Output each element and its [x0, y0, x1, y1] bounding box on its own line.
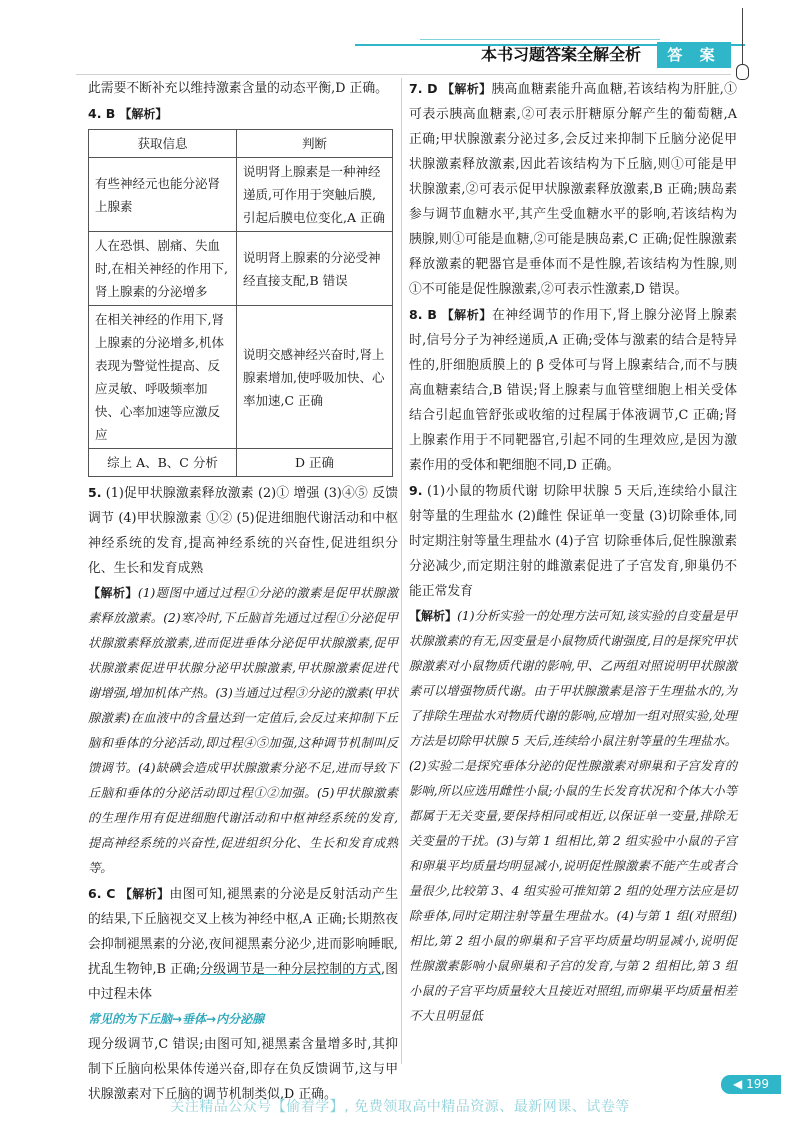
header-answer-tab: 答 案 [657, 42, 731, 68]
q6-underlined-text: 分级调节是一种分层控制的方式 [200, 962, 382, 977]
table-cell: 有些神经元也能分泌肾上腺素 [89, 158, 237, 232]
table-header-row [89, 130, 393, 158]
q7-number: 7. D [409, 81, 438, 96]
q4-analysis-tag: 【解析】 [119, 107, 168, 121]
column-divider [401, 78, 402, 1064]
q5-answer [88, 480, 398, 581]
q5-explanation-text: (1)题图中通过过程①分泌的激素是促甲状腺激素释放激素。(2)寒冷时,下丘脑首先通过过程①分泌促甲状腺激素释放激素,进而促进垂体分泌促甲状腺激素,促甲状腺激素促进甲状腺分泌甲状腺激素,甲状腺激素促进代谢增强,增加机体产热。(3)当通过过程③分泌的激素(甲状腺激素)在血液中的含量达到一定值后,会反过来抑制下丘脑和垂体的分泌活动,即过程④⑤加强,这种调节机制叫反馈调节。(4)缺碘会造成甲状腺激素分泌不足,进而导致下丘脑和垂体的分泌活动即过程①②加强。(5)甲状腺激素的生理作用有促进细胞代谢活动和中枢神经系统的发育,提高神经系统的兴奋性,促进组织分化、生长和发育成熟等。 [88, 586, 398, 875]
table-cell: 综上 A、B、C 分析 [89, 449, 237, 477]
q5-answer-text: (1)促甲状腺激素释放激素 (2)① 增强 (3)④⑤ 反馈调节 (4)甲状腺激素 ①② (5)促进细胞代谢活动和中枢神经系统的发育,提高神经系统的兴奋性,促进组织分化、生长和发育成熟 [88, 486, 398, 576]
table-cell: D 正确 [237, 449, 393, 477]
q3-tail-text: 此需要不断补充以维持激素含量的动态平衡,D 正确。 [88, 81, 388, 96]
table-cell: 说明交感神经兴奋时,肾上腺素增加,使呼吸加快、心率加速,C 正确 [237, 306, 393, 449]
header-rule [76, 74, 731, 75]
table-cell: 人在恐惧、剧痛、失血时,在相关神经的作用下,肾上腺素的分泌增多 [89, 232, 237, 306]
q9-number: 9. [409, 483, 423, 498]
q6-analysis-tag: 【解析】 [119, 887, 170, 901]
footer-promo-text: 关注精品公众号【偷着学】, 免费领取高中精品资源、最新网课、试卷等 [170, 1099, 630, 1115]
q8-analysis-tag: 【解析】 [441, 308, 492, 322]
table-row [89, 158, 393, 232]
q7-paragraph [409, 76, 737, 302]
q8-text: 在神经调节的作用下,肾上腺分泌肾上腺素时,信号分子为神经递质,A 正确;受体与激素的结合是特异性的,肝细胞质膜上的 β 受体可与肾上腺素结合,而不与胰高血糖素结合,B 错误;肾上腺素与血管壁细胞上相关受体结合引起血管舒张或收缩的过程属于体液调节,C 正确;肾上腺素作用于不同靶器官,引起不同的生理效应,是因为激素作用的受体和靶细胞不同,D 正确。 [409, 308, 737, 473]
q6-text-b: ,图中过程未体 [88, 962, 399, 1002]
q5-explanation [88, 581, 398, 881]
table-row [89, 306, 393, 449]
q8-paragraph [409, 302, 737, 478]
q6-number: 6. C [88, 886, 116, 901]
right-column [409, 76, 737, 1029]
page-number: ◀ 199 [721, 1075, 781, 1094]
table-row [89, 232, 393, 306]
table-cell: 说明肾上腺素是一种神经递质,可作用于突触后膜,引起后膜电位变化,A 正确 [237, 158, 393, 232]
q5-number: 5. [88, 485, 102, 500]
q9-explanation-text: (1)分析实验一的处理方法可知,该实验的自变量是甲状腺激素的有无,因变量是小鼠物质代谢强度,目的是探究甲状腺激素对小鼠物质代谢的影响,甲、乙两组对照说明甲状腺激素可以增强物质代谢。由于甲状腺激素是溶于生理盐水的,为了排除生理盐水对物质代谢的影响,应增加一组对照实验,处理方法是切除甲状腺 5 天后,连续给小鼠注射等量的生理盐水。(2)实验二是探究垂体分泌的促性腺激素对卵巢和子宫发育的影响,所以应选用雌性小鼠;小鼠的生长发育状况和个体大小等都属于无关变量,要保持相同或相近,以保证单一变量,排除无关变量的干扰。(3)与第 1 组相比,第 2 组实验中小鼠的子宫和卵巢平均质量均明显减小,说明促性腺激素不能产生或者合量很少,比较第 3、4 组实验可推知第 2 组的处理方法应是切除垂体,同时定期注射等量生理盐水。(4)与第 1 组(对照组)相比,第 2 组小鼠的卵巢和子宫平均质量均明显减小,说明促性腺激素影响小鼠卵巢和子宫的发育,与第 2 组相比,第 3 组小鼠的子宫平均质量较大且接近对照组,而卵巢平均质量相差不大且明显低 [409, 609, 737, 1023]
q8-number: 8. B [409, 307, 437, 322]
table-cell: 说明肾上腺素的分泌受神经直接支配,B 错误 [237, 232, 393, 306]
table-header-cell: 判断 [237, 130, 393, 158]
q9-answer-text: (1)小鼠的物质代谢 切除甲状腺 5 天后,连续给小鼠注射等量的生理盐水 (2)雌性 保证单一变量 (3)切除垂体,同时定期注射等量生理盐水 (4)子宫 切除垂体后,促性腺激素分泌减少,而定期注射的雌激素促进了子宫发育,卵巢仍不能正常发育 [409, 484, 737, 599]
q4-analysis-table [88, 129, 393, 477]
table-cell: 在相关神经的作用下,肾上腺素的分泌增多,机体表现为警觉性提高、反应灵敏、呼吸频率加快、心率加速等应激反应 [89, 306, 237, 449]
q9-analysis-tag: 【解析】 [409, 609, 458, 623]
lightbulb-icon [736, 64, 749, 80]
q6-text-a: 由图可知,褪黑素的分泌是反射活动产生的结果,下丘脑视交叉上核为神经中枢,A 正确;长期熬夜会抑制褪黑素的分泌,夜间褪黑素分泌少,进而影响睡眠,扰乱生物钟,B 正确; [88, 887, 398, 977]
lamp-wire [742, 8, 743, 66]
q4-heading [88, 101, 398, 127]
page-number-value: 199 [746, 1077, 769, 1091]
q5-analysis-tag: 【解析】 [88, 586, 138, 600]
table-row [89, 449, 393, 477]
q6-paragraph [88, 881, 398, 1007]
q6-text-c: 现分级调节,C 错误;由图可知,褪黑素含量增多时,其抑制下丘脑向松果体传递兴奋,即存在负反馈调节,这与甲状腺激素对下丘脑的调节机制类似,D 正确。 [88, 1037, 398, 1102]
q9-answer [409, 478, 737, 604]
q9-explanation [409, 604, 737, 1029]
left-column [88, 76, 398, 1107]
q7-analysis-tag: 【解析】 [441, 82, 492, 96]
q7-text: 胰高血糖素能升高血糖,若该结构为肝脏,①可表示胰高血糖素,②可表示肝糖原分解产生的葡萄糖,A 正确;甲状腺激素分泌过多,会反过来抑制下丘脑分泌促甲状腺激素释放激素,因此若该结构为下丘脑,则①可能是甲状腺激素,②可表示促甲状腺激素释放激素,B 正确;胰岛素参与调节血糖水平,其产生受血糖水平的影响,若该结构为胰腺,则①可能是血糖,②可能是胰岛素,C 正确;促性腺激素释放激素的靶器官是垂体而不是性腺,若该结构为性腺,则①不可能是促性腺激素,②可表示性激素,D 错误。 [409, 82, 737, 297]
q6-annotation-note: 常见的为下丘脑→垂体→内分泌腺 [88, 1012, 265, 1026]
q4-number: 4. B [88, 106, 116, 121]
table-header-cell: 获取信息 [89, 130, 237, 158]
header-thin-line [420, 39, 660, 40]
header-title: 本书习题答案全解全析 [480, 45, 641, 64]
